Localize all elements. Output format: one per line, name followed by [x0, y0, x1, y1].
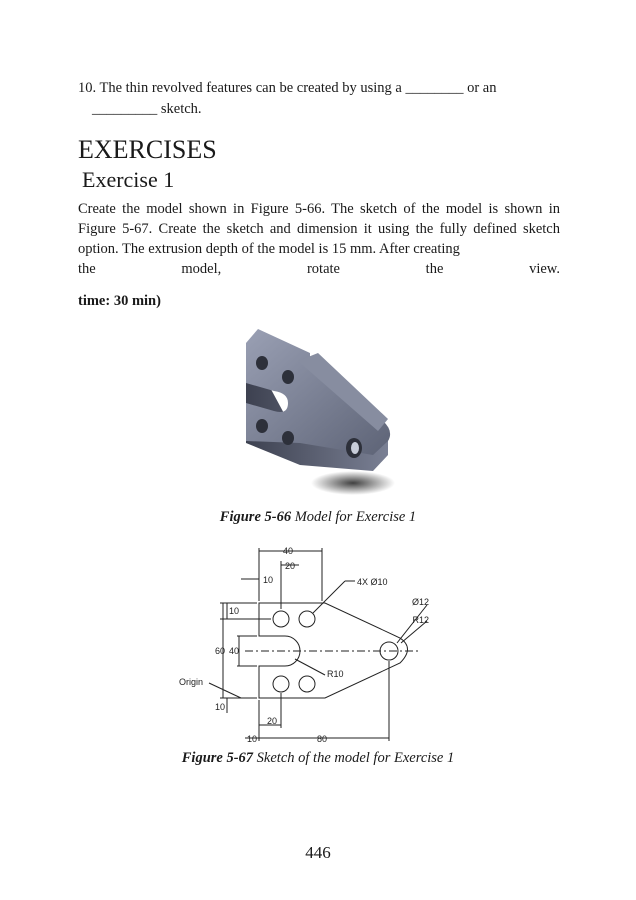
dim-r12: R12 [412, 615, 429, 625]
sketch-drawing [175, 543, 435, 745]
figure-66-text: Model for Exercise 1 [294, 509, 417, 525]
dim-20-bottom: 20 [267, 716, 278, 726]
exercises-heading: EXERCISES [78, 135, 217, 164]
question-10-line2: _________ sketch. [92, 101, 202, 117]
dim-80: 80 [317, 734, 328, 744]
dim-r10: R10 [327, 669, 344, 679]
dim-40: 40 [283, 546, 294, 556]
origin-label: Origin [179, 677, 204, 687]
dim-40-left: 40 [229, 646, 240, 656]
page-number: 446 [305, 843, 331, 862]
figure-66-label: Figure 5-66 [219, 509, 292, 525]
dim-10-bottom-left: 10 [215, 702, 226, 712]
hole [282, 431, 294, 445]
exercise-title: Exercise 1 [82, 167, 175, 192]
dim-10-bottom: 10 [247, 734, 258, 744]
figure-66-caption [0, 509, 636, 526]
last-word: rotate [306, 261, 340, 277]
dim-dia12: Ø12 [411, 597, 429, 607]
figure-67-caption [0, 750, 636, 767]
question-10-line1: 10. The thin revolved features can be created by using a ________ or an [78, 80, 497, 96]
dim-60: 60 [215, 646, 226, 656]
description-body: Create the model shown in Figure 5-66. The sketch of the model is shown in Figure 5-67. Create the sketch and dimension it using the fully defined sketch option. The extrusion depth of the model is 15 mm. After creating [78, 201, 560, 257]
dim-10-top: 10 [263, 575, 274, 585]
figure-67-text: Sketch of the model for Exercise 1 [256, 750, 455, 766]
last-word: the [425, 261, 444, 277]
dim-20-top: 20 [285, 561, 296, 571]
model-3d-image [238, 323, 398, 503]
description-last-line [78, 259, 560, 279]
last-word: the [78, 261, 96, 277]
question-10 [78, 78, 560, 120]
exercise-description [78, 199, 560, 279]
hole [256, 419, 268, 433]
time-note: time: 30 min) [78, 293, 161, 309]
figure-67-label: Figure 5-67 [181, 750, 254, 766]
hole [282, 370, 294, 384]
dim-10-left: 10 [229, 606, 240, 616]
last-word: model, [181, 261, 222, 277]
hole [256, 356, 268, 370]
last-word: view. [529, 261, 560, 277]
dim-holes: 4X Ø10 [357, 577, 388, 587]
